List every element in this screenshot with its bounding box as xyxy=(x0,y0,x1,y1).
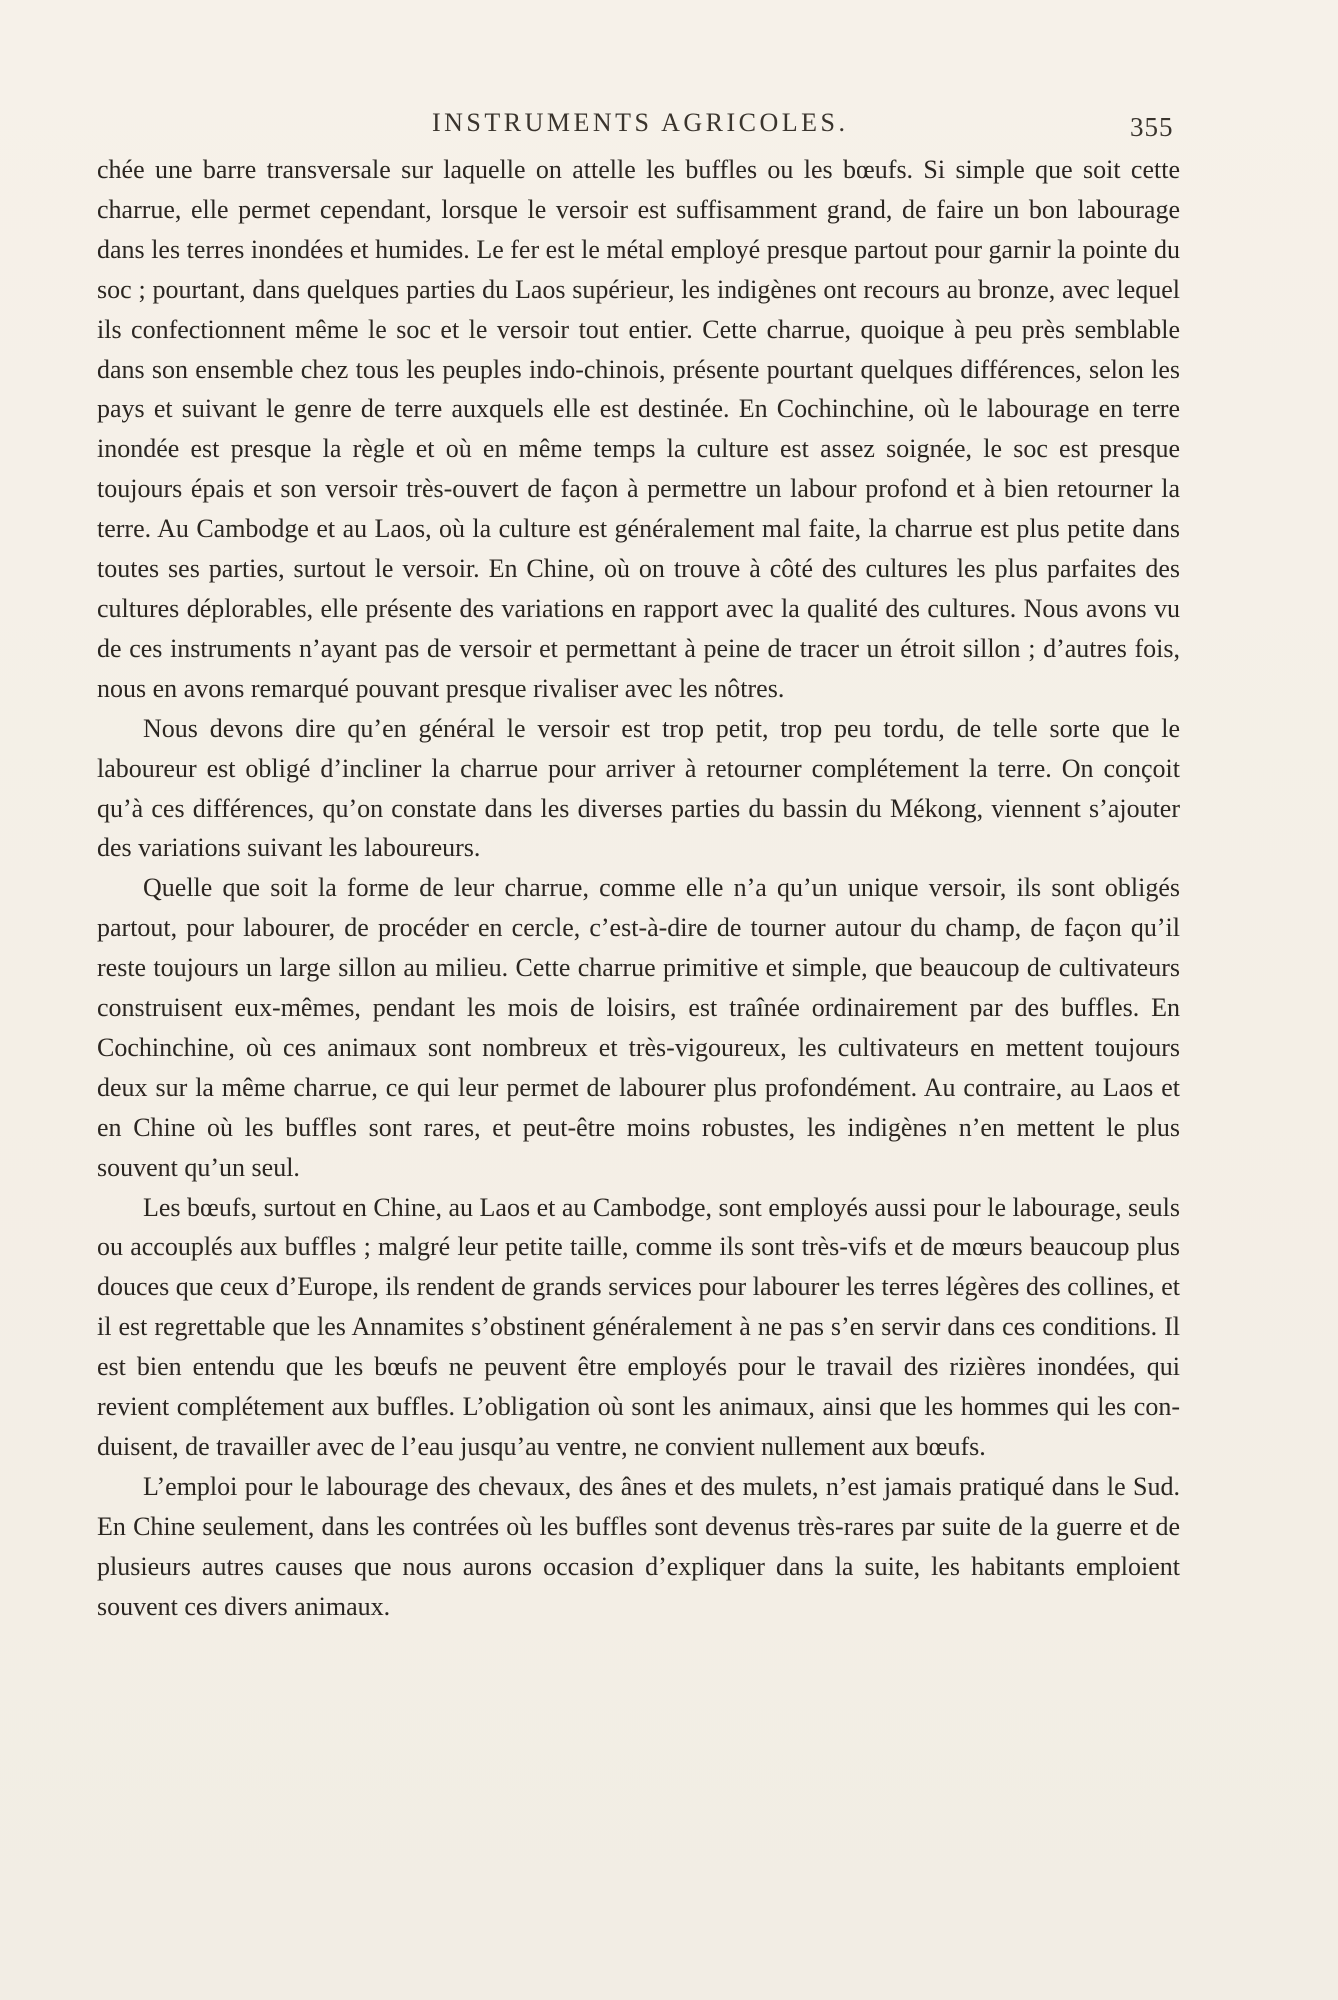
paragraph-5: L’emploi pour le labourage des chevaux, des ânes et des mulets, n’est jamais pratiqué dans le Sud. En Chine seulement, dans les contrées où les buffles sont devenus très-rares par suite de la guerre et de plusieurs autres causes que nous aurons occasion d’expliquer dans la suite, les habitants emploient souvent ces divers animaux. xyxy=(97,1471,1180,1621)
paragraph-4: Les bœufs, surtout en Chine, au Laos et au Cambodge, sont employés aussi pour le labourage, seuls ou accouplés aux buffles ; malgré leur petite taille, comme ils sont très-vifs et de mœurs beaucoup plus douces que ceux d’Europe, ils rendent de grands services pour labourer les terres légères des collines, et il est regrettable que les Annamites s’obstinent généralement à ne pas s’en servir dans ces conditions. Il est bien entendu que les bœufs ne peuvent être employés pour le travail des rizières inondées, qui revient complétement aux buffles. L’obligation où sont les animaux, ainsi que les hommes qui les conduisent, de travailler avec de l’eau jusqu’au ventre, ne convient nullement aux bœufs. xyxy=(97,1192,1180,1461)
running-title: INSTRUMENTS AGRICOLES. xyxy=(432,108,849,137)
body-text xyxy=(97,150,1180,1627)
running-header xyxy=(0,104,1338,144)
paragraph-2: Nous devons dire qu’en général le versoir est trop petit, trop peu tordu, de telle sorte que le laboureur est obligé d’incliner la charrue pour arriver à retourner complétement la terre. On conçoit qu’à ces différences, qu’on constate dans les diverses parties du bassin du Mékong, viennent s’ajouter des variations suivant les laboureurs. xyxy=(97,713,1180,863)
paragraph-1: chée une barre transversale sur laquelle on attelle les buffles ou les bœufs. Si simple que soit cette charrue, elle permet cependant, lorsque le versoir est suffisamment grand, de faire un bon labourage dans les terres inondées et humides. Le fer est le métal employé presque partout pour garnir la pointe du soc ; pourtant, dans quelques parties du Laos supérieur, les indigènes ont recours au bronze, avec lequel ils confectionnent même le soc et le versoir tout entier. Cette charrue, quoique à peu près semblable dans son ensemble chez tous les peuples indo-chinois, présente pourtant quelques différences, selon les pays et suivant le genre de terre auxquels elle est destinée. En Cochinchine, où le labourage en terre inondée est presque la règle et où en même temps la culture est assez soignée, le soc est presque toujours épais et son versoir très-ouvert de façon à permettre un labour profond et à bien retourner la terre. Au Cambodge et au Laos, où la culture est généralement mal faite, la charrue est plus petite dans toutes ses parties, surtout le versoir. En Chine, où on trouve à côté des cultures les plus parfaites des cultures déplorables, elle présente des variations en rapport avec la qualité des cultures. Nous avons vu de ces instruments n’ayant pas de versoir et permettant à peine de tracer un étroit sillon ; d’autres fois, nous en avons remarqué pouvant presque rivaliser avec les nôtres. xyxy=(97,155,1180,703)
page-number: 355 xyxy=(1130,112,1174,142)
paragraph-3: Quelle que soit la forme de leur charrue, comme elle n’a qu’un unique versoir, ils sont obligés partout, pour labourer, de procéder en cercle, c’est-à-dire de tourner autour du champ, de façon qu’il reste toujours un large sillon au milieu. Cette charrue primitive et simple, que beaucoup de cultivateurs construisent eux-mêmes, pendant les mois de loisirs, est traînée ordinairement par des buffles. En Cochinchine, où ces animaux sont nombreux et très-vigoureux, les cultivateurs en mettent toujours deux sur la même charrue, ce qui leur permet de labourer plus profondément. Au contraire, au Laos et en Chine où les buffles sont rares, et peut-être moins robustes, les indigènes n’en mettent le plus souvent qu’un seul. xyxy=(97,873,1180,1182)
